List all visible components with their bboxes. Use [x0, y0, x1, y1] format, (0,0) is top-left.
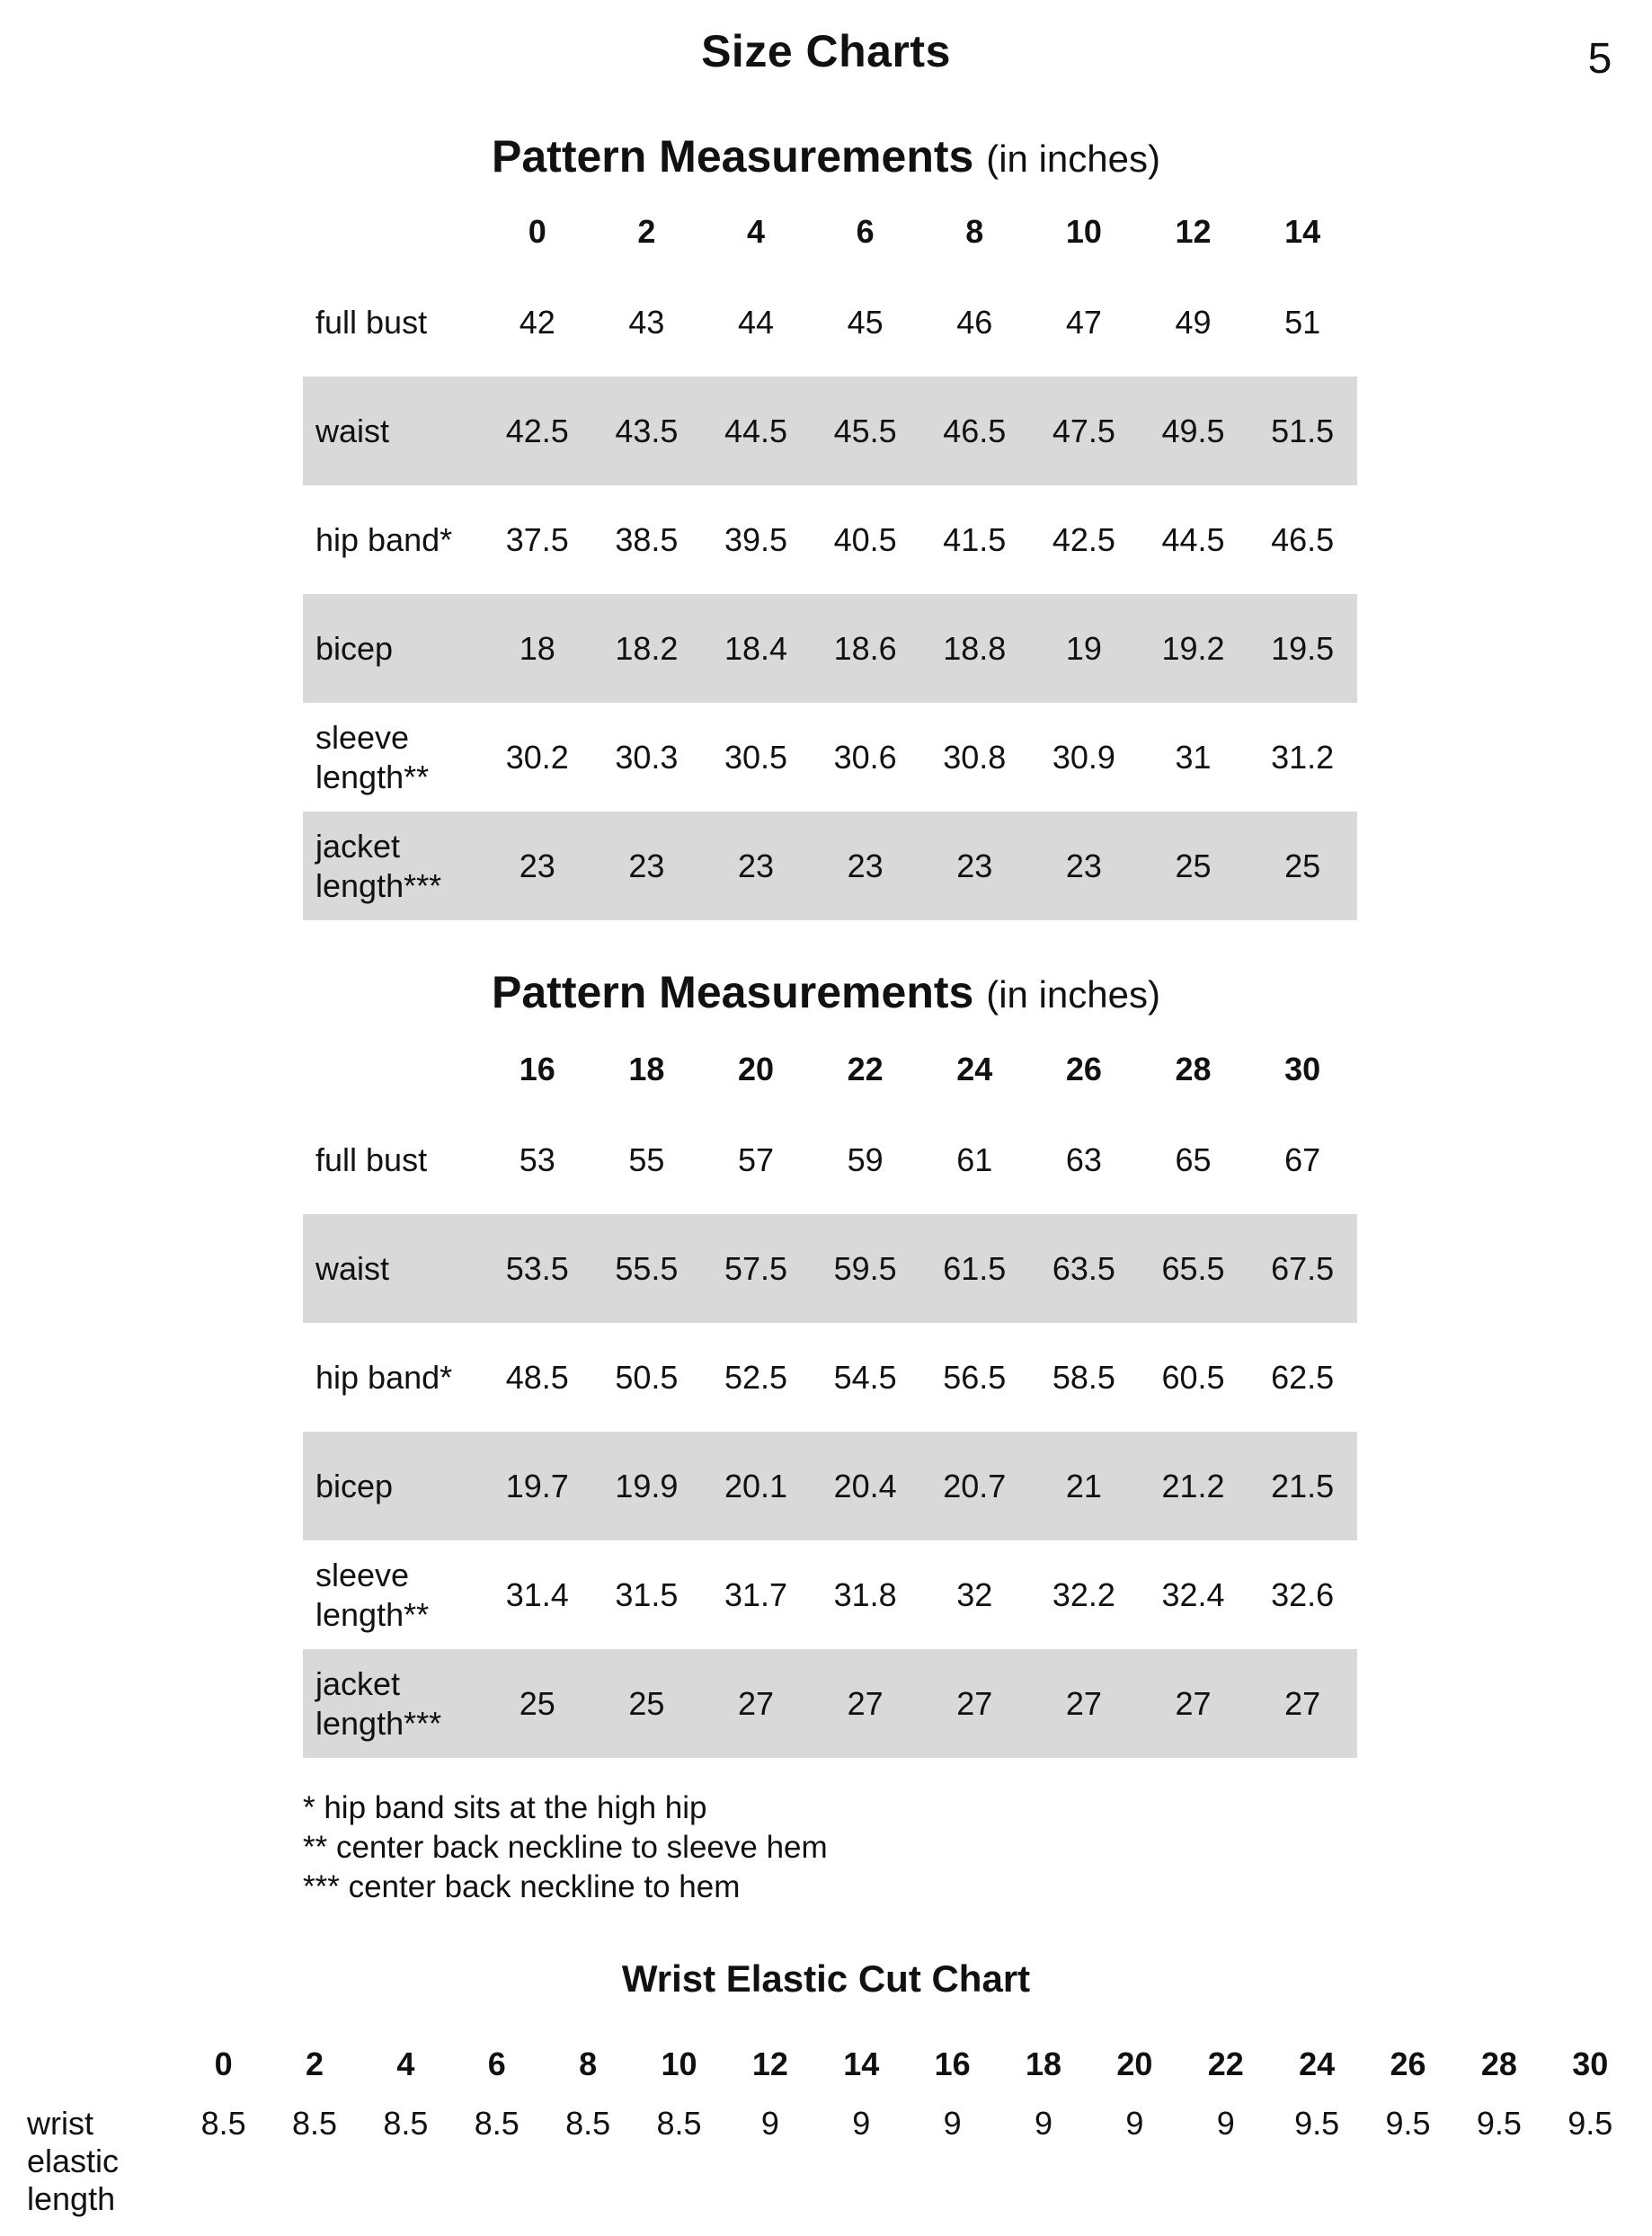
- measurement-cell: 19.7: [483, 1432, 592, 1540]
- measurement-cell: 46.5: [1271, 520, 1335, 558]
- measurement-cell: 18.6: [811, 594, 920, 703]
- footnotes: [303, 1788, 828, 1907]
- measurement-cell: 21: [1029, 1432, 1139, 1540]
- size-header: 28: [1175, 1051, 1212, 1087]
- wrist-size-header-row: [27, 2033, 1636, 2096]
- measurement-cell: 63: [1065, 1140, 1102, 1178]
- measurement-cell: 8.5: [200, 2105, 246, 2142]
- measurement-cell: 25: [483, 1649, 592, 1758]
- row-label: waist: [303, 1214, 483, 1323]
- wrist-chart-title: Wrist Elastic Cut Chart: [621, 1957, 1031, 2000]
- measurement-cell: 45.5: [811, 377, 920, 485]
- measurement-cell: 30.8: [943, 738, 1007, 776]
- size-header: 6: [487, 2045, 506, 2082]
- row-label: full bust: [315, 1140, 428, 1178]
- size-header: 8: [579, 2045, 598, 2082]
- measurement-cell: 44.5: [1161, 520, 1225, 558]
- row-label: jacket length***: [303, 1649, 483, 1758]
- size-header: 0: [528, 213, 546, 250]
- measurement-cell: 8.5: [565, 2105, 611, 2142]
- table-row: [303, 1649, 1357, 1758]
- measurement-cell: 30.5: [724, 738, 788, 776]
- size-header: 20: [1116, 2045, 1153, 2082]
- size-header: 28: [1480, 2045, 1517, 2082]
- measurement-cell: 57.5: [701, 1214, 811, 1323]
- header-blank-cell: [303, 196, 483, 268]
- measurement-cell: 9: [760, 2105, 779, 2142]
- size-header: 6: [856, 213, 875, 250]
- measurement-cell: 38.5: [615, 520, 679, 558]
- measurement-cell: 52.5: [724, 1358, 788, 1396]
- measurement-cell: 32: [956, 1575, 993, 1613]
- size-header: 20: [738, 1051, 775, 1087]
- measurement-cell: 44.5: [701, 377, 811, 485]
- measurement-cell: 27: [701, 1649, 811, 1758]
- measurement-cell: 23: [701, 812, 811, 920]
- measurement-cell: 30.6: [833, 738, 897, 776]
- measurement-cell: 67: [1284, 1140, 1321, 1178]
- measurement-cell: 48.5: [505, 1358, 569, 1396]
- size-header: 10: [1065, 213, 1102, 250]
- measurement-cell: 19.5: [1248, 594, 1357, 703]
- row-label: full bust: [315, 303, 428, 341]
- measurement-cell: 20.4: [811, 1432, 920, 1540]
- measurements-table: [303, 196, 1357, 920]
- size-header: 14: [843, 2045, 880, 2082]
- measurement-cell: 42.5: [1052, 520, 1115, 558]
- measurement-cell: 44: [738, 303, 775, 341]
- size-header: 26: [1390, 2045, 1426, 2082]
- measurement-cell: 8.5: [656, 2105, 702, 2142]
- measurement-cell: 46.5: [920, 377, 1030, 485]
- measurement-cell: 27: [1029, 1649, 1139, 1758]
- table-row: [303, 594, 1357, 703]
- measurement-cell: 27: [920, 1649, 1030, 1758]
- measurement-cell: 21.5: [1248, 1432, 1357, 1540]
- measurement-cell: 32.2: [1052, 1575, 1115, 1613]
- measurement-cell: 43.5: [592, 377, 702, 485]
- table-row: [303, 1432, 1357, 1540]
- section-title-unit: (in inches): [986, 138, 1160, 180]
- table-row: [303, 377, 1357, 485]
- size-header: 26: [1065, 1051, 1102, 1087]
- size-header: 12: [751, 2045, 788, 2082]
- measurement-cell: 40.5: [833, 520, 897, 558]
- wrist-elastic-table: [27, 2033, 1636, 2218]
- measurement-cell: 31.8: [833, 1575, 897, 1613]
- table-row: [303, 1540, 1357, 1649]
- size-header: 22: [847, 1051, 884, 1087]
- size-header: 12: [1175, 213, 1212, 250]
- section-title-main: Pattern Measurements: [492, 967, 974, 1017]
- measurement-cell: 50.5: [615, 1358, 679, 1396]
- row-label: jacket length***: [303, 812, 483, 920]
- measurement-cell: 19: [1029, 594, 1139, 703]
- size-header: 14: [1284, 213, 1321, 250]
- measurement-cell: 59.5: [811, 1214, 920, 1323]
- measurement-cell: 25: [1248, 812, 1357, 920]
- measurement-cell: 31.7: [724, 1575, 788, 1613]
- size-header: 24: [956, 1051, 993, 1087]
- measurement-cell: 9: [1035, 2105, 1053, 2142]
- measurement-cell: 9: [1125, 2105, 1144, 2142]
- measurement-cell: 9.5: [1568, 2105, 1613, 2142]
- measurement-cell: 53.5: [483, 1214, 592, 1323]
- table-row: [303, 703, 1357, 812]
- measurement-cell: 54.5: [833, 1358, 897, 1396]
- measurement-cell: 49: [1175, 303, 1212, 341]
- size-table-2: [303, 1034, 1357, 1758]
- size-header: 2: [306, 2045, 324, 2082]
- measurement-cell: 8.5: [474, 2105, 520, 2142]
- measurement-cell: 63.5: [1029, 1214, 1139, 1323]
- size-header: 10: [661, 2045, 697, 2082]
- size-table-1: [303, 196, 1357, 920]
- measurement-cell: 57: [738, 1140, 775, 1178]
- measurement-cell: 58.5: [1052, 1358, 1115, 1396]
- measurement-cell: 45: [847, 303, 884, 341]
- measurement-cell: 8.5: [383, 2105, 429, 2142]
- size-header-row: [303, 1034, 1357, 1105]
- measurement-cell: 30.2: [505, 738, 569, 776]
- measurement-cell: 30.9: [1052, 738, 1115, 776]
- measurement-cell: 19.2: [1139, 594, 1248, 703]
- measurement-cell: 39.5: [724, 520, 788, 558]
- measurement-cell: 65.5: [1139, 1214, 1248, 1323]
- measurement-cell: 49.5: [1139, 377, 1248, 485]
- table-row: [303, 485, 1357, 594]
- measurement-cell: 31.5: [615, 1575, 679, 1613]
- row-label: bicep: [303, 594, 483, 703]
- table-row: [303, 812, 1357, 920]
- measurement-cell: 25: [592, 1649, 702, 1758]
- size-header: 24: [1299, 2045, 1336, 2082]
- measurement-cell: 61: [956, 1140, 993, 1178]
- measurement-cell: 31.2: [1271, 738, 1335, 776]
- measurement-cell: 47.5: [1029, 377, 1139, 485]
- size-header: 16: [519, 1051, 555, 1087]
- measurement-cell: 25: [1139, 812, 1248, 920]
- measurement-cell: 51.5: [1248, 377, 1357, 485]
- measurement-cell: 23: [592, 812, 702, 920]
- row-label: bicep: [303, 1432, 483, 1540]
- measurement-cell: 18.2: [592, 594, 702, 703]
- row-label: wrist elastic length: [27, 2105, 120, 2217]
- measurement-cell: 32.4: [1161, 1575, 1225, 1613]
- wrist-table: [27, 2033, 1636, 2218]
- footnote-hip-band: * hip band sits at the high hip: [303, 1790, 707, 1825]
- measurement-cell: 47: [1065, 303, 1102, 341]
- measurement-cell: 62.5: [1271, 1358, 1335, 1396]
- measurement-cell: 20.7: [920, 1432, 1030, 1540]
- row-label: waist: [303, 377, 483, 485]
- measurement-cell: 23: [1029, 812, 1139, 920]
- measurement-cell: 43: [628, 303, 665, 341]
- size-header: 4: [747, 213, 766, 250]
- wrist-elastic-row: [27, 2096, 1636, 2218]
- measurement-cell: 41.5: [943, 520, 1007, 558]
- row-label: hip band*: [315, 1358, 453, 1396]
- measurement-cell: 9: [852, 2105, 871, 2142]
- measurement-cell: 65: [1175, 1140, 1212, 1178]
- measurement-cell: 53: [519, 1140, 555, 1178]
- measurement-cell: 27: [811, 1649, 920, 1758]
- pattern-measurements-title-1: [0, 130, 1652, 182]
- table-row: [303, 268, 1357, 377]
- measurement-cell: 9.5: [1476, 2105, 1522, 2142]
- measurement-cell: 27: [1248, 1649, 1357, 1758]
- header-blank-cell: [27, 2033, 178, 2096]
- size-header: 18: [1026, 2045, 1062, 2082]
- measurement-cell: 9: [1216, 2105, 1235, 2142]
- size-header-row: [303, 196, 1357, 268]
- size-header: 16: [934, 2045, 971, 2082]
- section-title-main: Pattern Measurements: [492, 131, 974, 182]
- page-number: 5: [1587, 35, 1612, 83]
- size-header: 22: [1207, 2045, 1244, 2082]
- measurement-cell: 37.5: [505, 520, 569, 558]
- footnote-sleeve-length: ** center back neckline to sleeve hem: [303, 1830, 828, 1865]
- measurement-cell: 61.5: [920, 1214, 1030, 1323]
- measurement-cell: 67.5: [1248, 1214, 1357, 1323]
- measurement-cell: 8.5: [292, 2105, 338, 2142]
- row-label: sleeve length**: [315, 718, 430, 795]
- size-header: 0: [214, 2045, 233, 2082]
- measurement-cell: 18.4: [701, 594, 811, 703]
- measurement-cell: 55: [628, 1140, 665, 1178]
- size-header: 8: [965, 213, 984, 250]
- row-label: sleeve length**: [315, 1556, 430, 1633]
- size-header: 18: [628, 1051, 665, 1087]
- header-blank-cell: [303, 1034, 483, 1105]
- measurement-cell: 56.5: [943, 1358, 1007, 1396]
- measurement-cell: 18.8: [920, 594, 1030, 703]
- measurement-cell: 9.5: [1294, 2105, 1340, 2142]
- measurement-cell: 42.5: [483, 377, 592, 485]
- measurement-cell: 20.1: [701, 1432, 811, 1540]
- measurement-cell: 19.9: [592, 1432, 702, 1540]
- measurement-cell: 23: [483, 812, 592, 920]
- page-title: Size Charts: [701, 26, 951, 76]
- measurement-cell: 60.5: [1161, 1358, 1225, 1396]
- footnote-jacket-length: *** center back neckline to hem: [303, 1869, 741, 1904]
- measurement-cell: 55.5: [592, 1214, 702, 1323]
- measurement-cell: 23: [920, 812, 1030, 920]
- size-header: 30: [1572, 2045, 1609, 2082]
- table-row: [303, 1214, 1357, 1323]
- table-row: [303, 1323, 1357, 1432]
- measurement-cell: 46: [956, 303, 993, 341]
- measurement-cell: 42: [519, 303, 555, 341]
- measurement-cell: 59: [847, 1140, 884, 1178]
- measurement-cell: 18: [483, 594, 592, 703]
- measurement-cell: 51: [1284, 303, 1321, 341]
- measurement-cell: 32.6: [1271, 1575, 1335, 1613]
- size-header: 30: [1284, 1051, 1321, 1087]
- size-header: 4: [396, 2045, 415, 2082]
- measurements-table: [303, 1034, 1357, 1758]
- measurement-cell: 27: [1139, 1649, 1248, 1758]
- size-header: 2: [637, 213, 656, 250]
- measurement-cell: 9: [943, 2105, 962, 2142]
- measurement-cell: 31: [1175, 738, 1212, 776]
- measurement-cell: 31.4: [505, 1575, 569, 1613]
- table-row: [303, 1105, 1357, 1214]
- measurement-cell: 21.2: [1139, 1432, 1248, 1540]
- pattern-measurements-title-2: [0, 966, 1652, 1018]
- measurement-cell: 9.5: [1385, 2105, 1431, 2142]
- measurement-cell: 23: [811, 812, 920, 920]
- section-title-unit: (in inches): [986, 973, 1160, 1016]
- row-label: hip band*: [315, 520, 453, 558]
- measurement-cell: 30.3: [615, 738, 679, 776]
